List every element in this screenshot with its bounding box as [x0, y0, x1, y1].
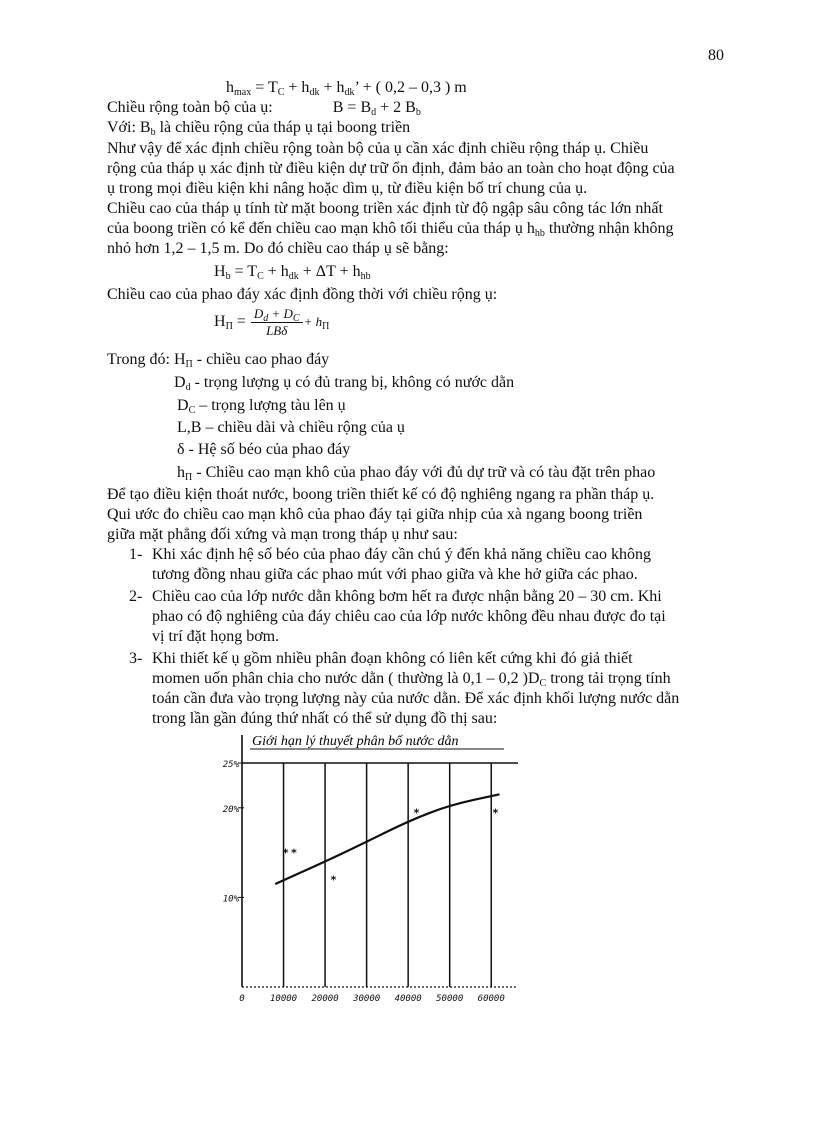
y-tick-label: 10% [222, 894, 239, 905]
para3-line: giữa mặt phẳng đối xứng và mạn trong tháp ụ như sau: [107, 526, 458, 543]
data-marker: * [413, 806, 420, 820]
para2-line: nhỏ hơn 1,2 – 1,5 m. Do đó chiều cao tháp ụ sẽ bằng: [107, 240, 449, 257]
ballast-distribution-chart [222, 727, 522, 1007]
x-tick-label: 20000 [311, 994, 339, 1004]
list-item-line: Khi thiết kế ụ gồm nhiều phân đoạn không có liên kết cứng khi đó giả thiết [152, 650, 633, 667]
x-tick-label: 0 [239, 994, 245, 1004]
list-item-line: tương đồng nhau giữa các phao mút với phao giữa và khe hở giữa các phao. [152, 566, 638, 583]
para3-line: Qui ước đo chiều cao mạn khô của phao đáy tại giữa nhịp của xà ngang boong triền [107, 506, 643, 523]
list-number: 2- [129, 588, 143, 605]
para1-line: Như vậy để xác định chiều rộng toàn bộ của ụ cần xác định chiều rộng tháp ụ. Chiều [107, 140, 649, 157]
where-intro: Trong đó: $H_\Pi$ - chiều cao phao đáy [107, 351, 330, 370]
where-dc: $D_C$ – trọng lượng tàu lên ụ [177, 397, 346, 416]
where-delta: δ - Hệ số béo của phao đáy [177, 441, 351, 458]
list-item-line: phao có độ nghiêng của đáy chiêu cao của lớp nước không đều nhau được đo tại [152, 608, 666, 625]
bb-definition: Với: $B_b$ là chiều rộng của tháp ụ tại boong triền [107, 119, 411, 138]
list-item-line: Khi xác định hệ số béo của phao đáy cần chú ý đến khả năng chiều cao không [152, 546, 651, 563]
list-item-line: Chiều cao của lớp nước dằn không bơm hết ra được nhận bằng 20 – 30 cm. Khi [152, 588, 662, 605]
para3-line: Để tạo điều kiện thoát nước, boong triền thiết kế có độ nghiêng ngang ra phần tháp ụ. [107, 486, 655, 503]
list-number: 3- [129, 650, 143, 667]
list-item-line: vị trí đặt họng bơm. [152, 628, 280, 645]
list-number: 1- [129, 546, 143, 563]
x-tick-label: 30000 [353, 994, 381, 1004]
para1-line: rộng của tháp ụ xác định từ điều kiện dự trữ ổn định, đảm bảo an toàn cho hoạt động của [107, 160, 675, 177]
x-tick-label: 40000 [394, 994, 422, 1004]
para1-line: ụ trong mọi điều kiện khi nâng hoặc dìm ụ, từ điều kiện bố trí chung của ụ. [107, 180, 588, 197]
list-item-line: toán cần đưa vào trọng lượng này của nước dằn. Để xác định khối lượng nước dằn [152, 690, 680, 707]
data-marker: * [492, 806, 499, 820]
x-tick-label: 10000 [269, 994, 298, 1004]
data-marker: * [330, 873, 337, 887]
y-tick-label: 25% [222, 760, 239, 770]
para2-line: của boong triền có kể đến chiều cao mạn khô tối thiểu của tháp ụ $h_{hb}$ thường nhận không [107, 220, 674, 239]
chart-title: Giới hạn lý thuyết phân bố nước dằn [252, 734, 459, 749]
formula-hmax: $h_{max} = T_C + h_{dk} + h_{dk}$’ + ( 0,2 – 0,3 ) m [226, 79, 467, 98]
series-line [275, 794, 499, 887]
list-item-line: momen uốn phân chia cho nước dằn ( thường là 0,1 – 0,2 )$D_C$ trong tải trọng tính [152, 670, 671, 689]
y-tick-label: 20% [222, 804, 239, 815]
formula-hb: $H_b = T_C + h_{dk} + \Delta T + h_{hb}$ [214, 263, 371, 282]
where-hpi: $h_\Pi$ - Chiều cao mạn khô của phao đáy với đủ dự trữ và có tàu đặt trên phao [177, 464, 656, 483]
where-lb: L,B – chiều dài và chiều rộng của ụ [177, 419, 405, 436]
page-number: 80 [708, 47, 724, 64]
float-height-line: Chiều cao của phao đáy xác định đồng thời với chiều rộng ụ: [107, 286, 498, 303]
total-width-line: Chiều rộng toàn bộ của ụ: $B = B_d + 2$ $B_b$ [107, 99, 421, 118]
data-marker: * [282, 846, 289, 860]
x-tick-label: 60000 [477, 994, 505, 1004]
where-dd: $D_d$ - trọng lượng ụ có đủ trang bị, không có nước dằn [174, 374, 515, 393]
fraction: $\frac{D_d + D_C}{\text{LBδ}}$ [251, 306, 303, 339]
x-tick-label: 50000 [436, 994, 464, 1004]
para2-line: Chiều cao của tháp ụ tính từ mặt boong triền xác định từ độ ngập sâu công tác lớn nhất [107, 200, 663, 217]
formula-hpi: $H_\Pi$ = $\frac{D_d + D_C}{\text{LBδ}}$ + $h_\Pi$ [214, 305, 330, 338]
list-item-line: trong lần gần đúng thứ nhất có thể sử dụng đồ thị sau: [152, 710, 498, 727]
data-marker: * [290, 846, 298, 860]
